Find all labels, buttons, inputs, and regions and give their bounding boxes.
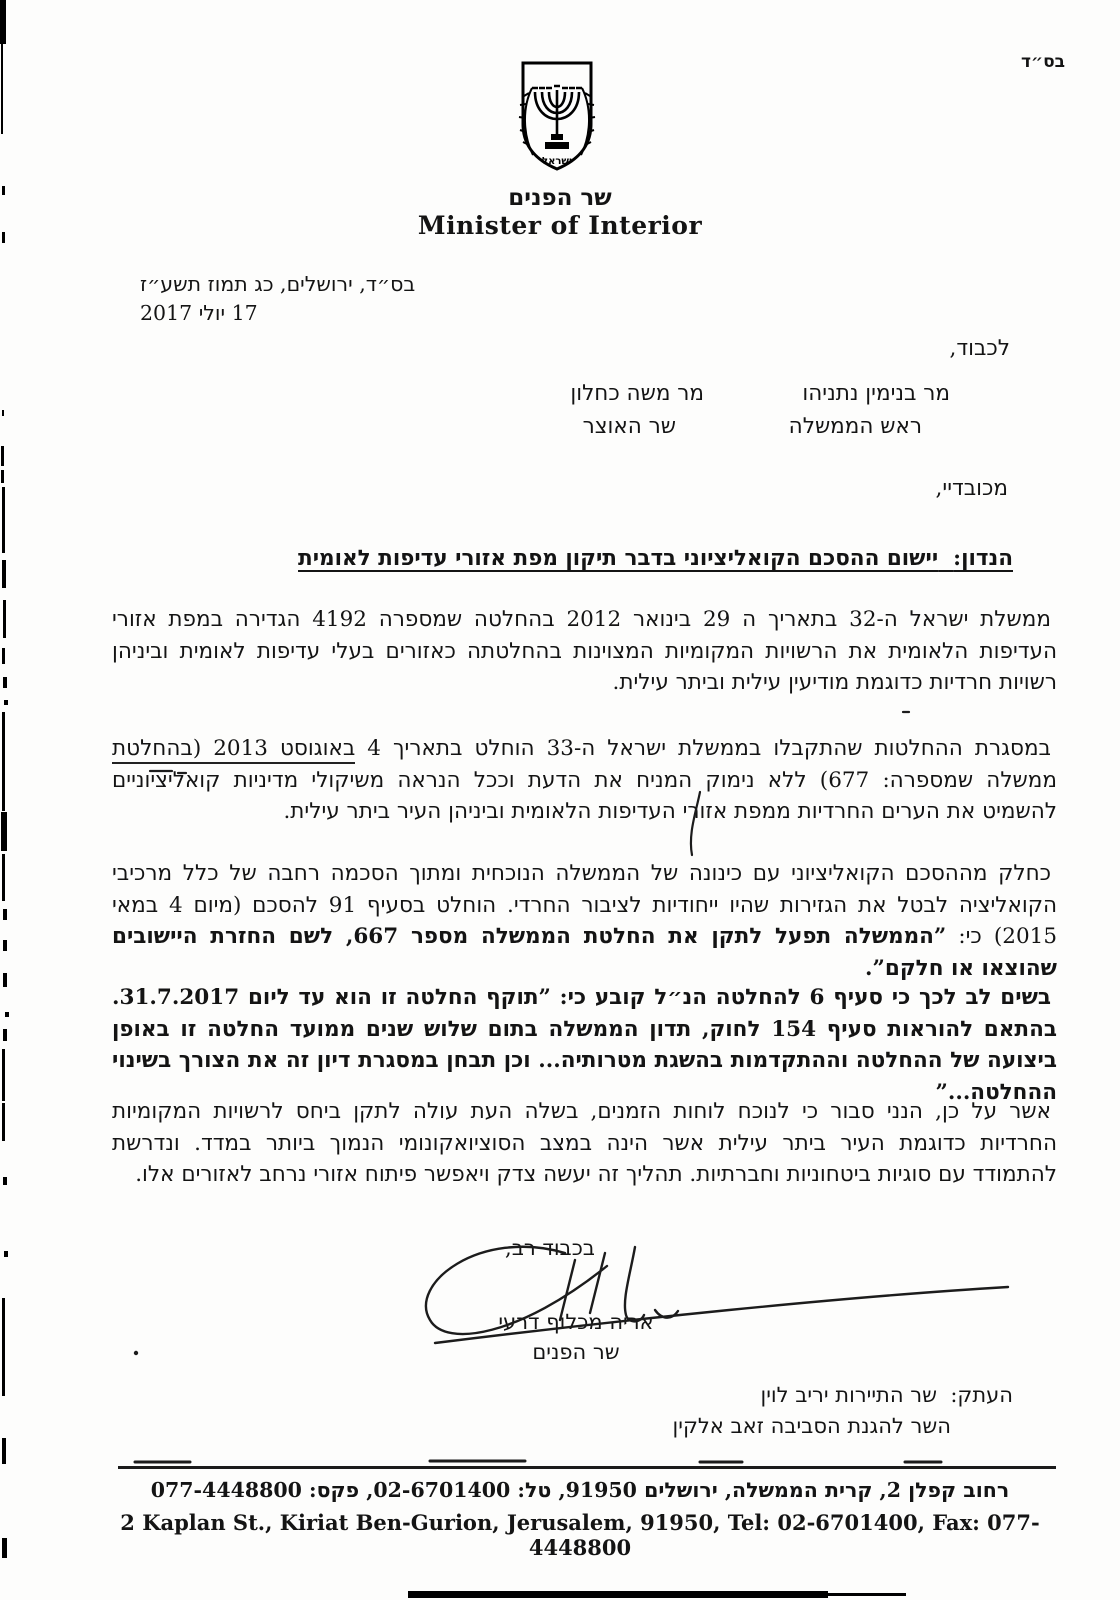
paragraph-1: ממשלת ישראל ה-32 בתאריך ה 29 בינואר 2012 בהחלטה שמספרה 4192 הגדירה במפת אזורי העדיפות הלאומית את הרשויות המקומיות המצוינות בהחלטתה כאזורים בעלי עדיפות לאומית וביניהן רשויות חרדיות כדוגמת מודיעין עילית וביתר עילית. [112,607,1057,695]
bottom-scan-bar-ext [828,1593,906,1596]
subject-text: יישום ההסכם הקואליציוני בדבר תיקון מפת אזורי עדיפות לאומית [298,546,939,571]
menorah-icon [532,86,582,135]
footer-rule [118,1466,1056,1469]
minister-title-hebrew: שר הפנים [508,184,612,211]
date-line-gregorian: 17 יולי 2017 [140,301,258,325]
footer-address-english: 2 Kaplan St., Kiriat Ben-Gurion, Jerusalem, 91950, Tel: 02-6701400, Fax: 077-4448800 [120,1510,1040,1560]
paragraph-2-end: ממשלה שמספרה: 677) ללא נימוק המניח את הדעת וככל הנראה משיקולי מדיניות קואליציוניים להשמיט את הערים החרדיות ממפת אזורי העדיפות הלאומית וביניהן העיר ביתר עילית. [112,767,1057,824]
paragraph-3-quote: ”הממשלה תפעל לתקן את החלטת הממשלה מספר 667, לשם החזרת היישובים שהוצאו או חלקם”. [112,924,1057,981]
minister-title-english: Minister of Interior [417,211,703,240]
salutation: לכבוד, [949,336,1010,361]
signatory-name: אריה מכלוף דרעי [498,1310,654,1334]
recipient-fm [562,377,704,443]
cc-recipient-1: שר התיירות יריב לוין [760,1383,937,1407]
recipient-fm-name: מר משה כחלון [570,381,704,406]
recipient-pm [789,377,950,443]
paragraph-3 [112,858,1057,984]
left-edge-scan-artifacts [0,0,12,1600]
greeting: מכובדיי, [935,476,1008,501]
state-emblem-icon [509,60,605,176]
cc-line-1 [673,1380,1013,1411]
paragraph-4: בשים לב לכך כי סעיף 6 להחלטה הנ״ל קובע כי: ”תוקף החלטה זו הוא עד ליום 31.7.2017. בהתאם להוראות סעיף 154 לחוק, תדון הממשלה בתום שלוש שנים ממועד החלטה זו באופן ביצועה של ההחלטה וההתקדמות בהשגת מטרותיה... וכן תבחן במסגרת דיון זה את הצורך בשינוי ההחלטה...” [112,985,1058,1105]
recipient-fm-title: שר האוצר [582,414,676,439]
subject-line [298,546,1013,571]
recipient-pm-name: מר בנימין נתניהו [802,381,950,406]
paragraph-2-underlined: באוגוסט 2013 (בהחלטת [112,736,355,764]
bottom-scan-bar [408,1591,828,1598]
paragraph-5: אשר על כן, הנני סבור כי לנוכח לוחות הזמנים, בשלה העת עולה לתקן ביחס לרשויות המקומיות החרדיות כדוגמת העיר ביתר עילית אשר הינה במצב הסוציואקונומי הנמוך ביותר במדד. ונדרשת להתמודד עם סוגיות ביטחוניות וחברתיות. תהליך זה יעשה צדק ויאפשר פיתוח אזורי נרחב לאזורים אלו. [112,1099,1057,1187]
bsd-mark: בס״ד [1021,52,1065,72]
cc-line-2: השר להגנת הסביבה זאב אלקין [672,1414,951,1438]
cc-label: העתק: [950,1383,1013,1407]
cc-block [673,1380,1013,1442]
footer-address-hebrew: רחוב קפלן 2, קרית הממשלה, ירושלים 91950, טל: 02-6701400, פקס: 077-4448800 [150,1478,1010,1502]
date-block [140,270,440,328]
date-line-hebrew: בס״ד, ירושלים, כג תמוז תשע״ז [140,272,416,296]
closing: בכבוד רב, [505,1236,595,1260]
emblem-label: ישראל [542,156,572,167]
paragraph-3-start: כחלק מההסכם הקואליציוני עם כינונה של הממשלה הנוכחית ומתוך הסכמה רחבה של כלל מרכיבי הקואליציה לבטל את הגזירות שהיו ייחודיות לציבור החרדי. הוחלט בסעיף 91 להסכם (מיום 4 במאי 2015) כי: [112,861,1058,949]
signatory-title: שר הפנים [532,1340,620,1364]
paragraph-2 [112,733,1057,828]
recipient-pm-title: ראש הממשלה [788,414,922,439]
paragraph-2-start: במסגרת ההחלטות שהתקבלו בממשלת ישראל ה-33 הוחלט בתאריך 4 [355,736,1051,761]
subject-label: הנדון: [953,546,1013,571]
